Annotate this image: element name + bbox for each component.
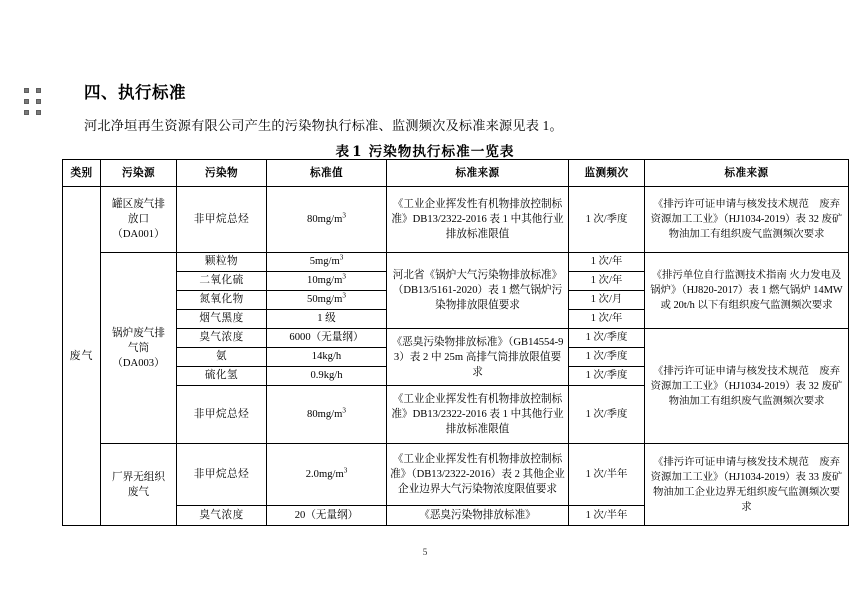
cell-standard-source-note: 《排污许可证申请与核发技术规范 废弃资源加工工业》（HJ1034-2019）表 32 废矿物油加工有组织废气监测频次要求 bbox=[645, 187, 849, 253]
cell-pollutant: 臭气浓度 bbox=[177, 506, 267, 526]
pollutant-standards-table-wrapper bbox=[62, 159, 848, 526]
cell-frequency: 1 次/月 bbox=[569, 291, 645, 310]
handle-dot bbox=[36, 99, 41, 104]
handle-dot bbox=[36, 88, 41, 93]
cell-standard-source-note: 《排污许可证申请与核发技术规范 废弃资源加工工业》（HJ1034-2019）表 33 废矿物油加工企业边界无组织废气监测频次要求 bbox=[645, 444, 849, 526]
cell-frequency: 1 次/季度 bbox=[569, 367, 645, 386]
cell-standard-source: 《恶臭污染物排放标准》 bbox=[387, 506, 569, 526]
header-standard-value: 标准值 bbox=[267, 160, 387, 187]
cell-source-boundary bbox=[101, 444, 177, 526]
cell-standard-value bbox=[267, 310, 387, 329]
value-text: 0.9kg/h bbox=[310, 370, 343, 381]
cell-pollutant: 二氧化硫 bbox=[177, 272, 267, 291]
table-caption bbox=[0, 140, 850, 160]
cell-standard-value bbox=[267, 444, 387, 506]
cell-standard-value bbox=[267, 272, 387, 291]
cell-standard-source-note: 《排污许可证申请与核发技术规范 废弃资源加工工业》（HJ1034-2019）表 32 废矿物油加工有组织废气监测频次要求 bbox=[645, 329, 849, 444]
header-monitoring-frequency: 监测频次 bbox=[569, 160, 645, 187]
value-text: 10mg/m bbox=[307, 275, 343, 286]
table-caption-title: 污染物执行标准一览表 bbox=[368, 144, 515, 160]
handle-dot bbox=[24, 99, 29, 104]
section-heading: 四、执行标准 bbox=[84, 83, 186, 102]
value-text: 80mg/m bbox=[307, 408, 343, 420]
value-superscript: 3 bbox=[342, 405, 346, 414]
source-line-2: 放口 bbox=[127, 214, 150, 225]
cell-pollutant: 烟气黑度 bbox=[177, 310, 267, 329]
pollutant-standards-table bbox=[62, 159, 849, 526]
cell-pollutant: 氨 bbox=[177, 348, 267, 367]
table-row bbox=[63, 444, 849, 506]
cell-standard-value bbox=[267, 187, 387, 253]
value-text: 50mg/m bbox=[307, 294, 343, 305]
cell-frequency: 1 次/季度 bbox=[569, 329, 645, 348]
cell-frequency: 1 次/年 bbox=[569, 253, 645, 272]
cell-standard-value bbox=[267, 386, 387, 444]
source-line-1: 锅炉废气排 bbox=[112, 327, 165, 339]
drag-handle-icon[interactable] bbox=[24, 88, 46, 114]
value-text: 80mg/m bbox=[307, 213, 343, 225]
cell-standard-source-note: 《排污单位自行监测技术指南 火力发电及锅炉》（HJ820-2017）表 1 燃气锅炉 14MW 或 20t/h 以下有组织废气监测频次要求 bbox=[645, 253, 849, 329]
cell-standard-source: 《恶臭污染物排放标准》（GB14554-93）表 2 中 25m 高排气筒排放限值要求 bbox=[387, 329, 569, 386]
handle-dot bbox=[24, 110, 29, 115]
header-pollution-source: 污染源 bbox=[101, 160, 177, 187]
cell-pollutant: 颗粒物 bbox=[177, 253, 267, 272]
cell-source-da003 bbox=[101, 253, 177, 444]
page-number: 5 bbox=[422, 548, 428, 558]
cell-standard-value bbox=[267, 348, 387, 367]
value-text: 20（无量纲） bbox=[294, 509, 359, 521]
handle-dot bbox=[24, 88, 29, 93]
table-caption-label: 表 bbox=[335, 144, 351, 160]
cell-frequency: 1 次/季度 bbox=[569, 386, 645, 444]
source-line-3: （DA001） bbox=[112, 229, 165, 240]
source-line-2: 气筒 bbox=[127, 342, 150, 354]
table-row bbox=[63, 253, 849, 272]
cell-frequency: 1 次/年 bbox=[569, 272, 645, 291]
value-superscript: 3 bbox=[342, 272, 346, 281]
header-pollutant: 污染物 bbox=[177, 160, 267, 187]
table-header-row bbox=[63, 160, 849, 187]
cell-standard-source: 《工业企业挥发性有机物排放控制标准》DB13/2322-2016 表 1 中其他行业排放标准限值 bbox=[387, 187, 569, 253]
value-text: 5mg/m bbox=[309, 256, 340, 267]
cell-standard-source: 《工业企业挥发性有机物排放控制标准》DB13/2322-2016 表 1 中其他行业排放标准限值 bbox=[387, 386, 569, 444]
value-superscript: 3 bbox=[342, 291, 346, 300]
value-text: 1 级 bbox=[317, 313, 336, 324]
cell-pollutant: 非甲烷总烃 bbox=[177, 386, 267, 444]
cell-standard-value bbox=[267, 367, 387, 386]
cell-standard-value bbox=[267, 329, 387, 348]
table-row bbox=[63, 187, 849, 253]
value-text: 14kg/h bbox=[311, 351, 342, 362]
source-line-3: （DA003） bbox=[112, 357, 165, 369]
cell-source-da001 bbox=[101, 187, 177, 253]
value-text: 6000（无量纲） bbox=[289, 332, 364, 343]
cell-pollutant: 臭气浓度 bbox=[177, 329, 267, 348]
cell-pollutant: 硫化氢 bbox=[177, 367, 267, 386]
cell-standard-value bbox=[267, 291, 387, 310]
cell-pollutant: 氮氧化物 bbox=[177, 291, 267, 310]
header-category: 类别 bbox=[63, 160, 101, 187]
cell-category: 废气 bbox=[63, 187, 101, 526]
cell-frequency: 1 次/季度 bbox=[569, 348, 645, 367]
cell-frequency: 1 次/季度 bbox=[569, 187, 645, 253]
cell-standard-value bbox=[267, 506, 387, 526]
header-standard-source: 标准来源 bbox=[387, 160, 569, 187]
value-text: 2.0mg/m bbox=[305, 468, 344, 480]
value-superscript: 3 bbox=[339, 253, 344, 262]
source-line-1: 厂界无组织 bbox=[112, 471, 165, 483]
cell-pollutant: 非甲烷总烃 bbox=[177, 444, 267, 506]
cell-standard-value bbox=[267, 253, 387, 272]
cell-frequency: 1 次/年 bbox=[569, 310, 645, 329]
table-caption-number: 1 bbox=[352, 144, 363, 160]
value-superscript: 3 bbox=[343, 465, 348, 474]
table-row bbox=[63, 329, 849, 348]
source-line-2: 废气 bbox=[127, 486, 150, 498]
cell-standard-source: 《工业企业挥发性有机物排放控制标准》（DB13/2322-2016）表 2 其他企业 企业边界大气污染物浓度限值要求 bbox=[387, 444, 569, 506]
intro-paragraph: 河北净垣再生资源有限公司产生的污染物执行标准、监测频次及标准来源见表 1。 bbox=[84, 118, 563, 133]
header-standard-source-2: 标准来源 bbox=[645, 160, 849, 187]
value-superscript: 3 bbox=[342, 210, 346, 219]
cell-standard-source: 河北省《锅炉大气污染物排放标准》（DB13/5161-2020）表 1 燃气锅炉污染物排放限值要求 bbox=[387, 253, 569, 329]
cell-frequency: 1 次/半年 bbox=[569, 506, 645, 526]
source-line-1: 罐区废气排 bbox=[112, 199, 165, 210]
handle-dot bbox=[36, 110, 41, 115]
cell-frequency: 1 次/半年 bbox=[569, 444, 645, 506]
cell-pollutant: 非甲烷总烃 bbox=[177, 187, 267, 253]
